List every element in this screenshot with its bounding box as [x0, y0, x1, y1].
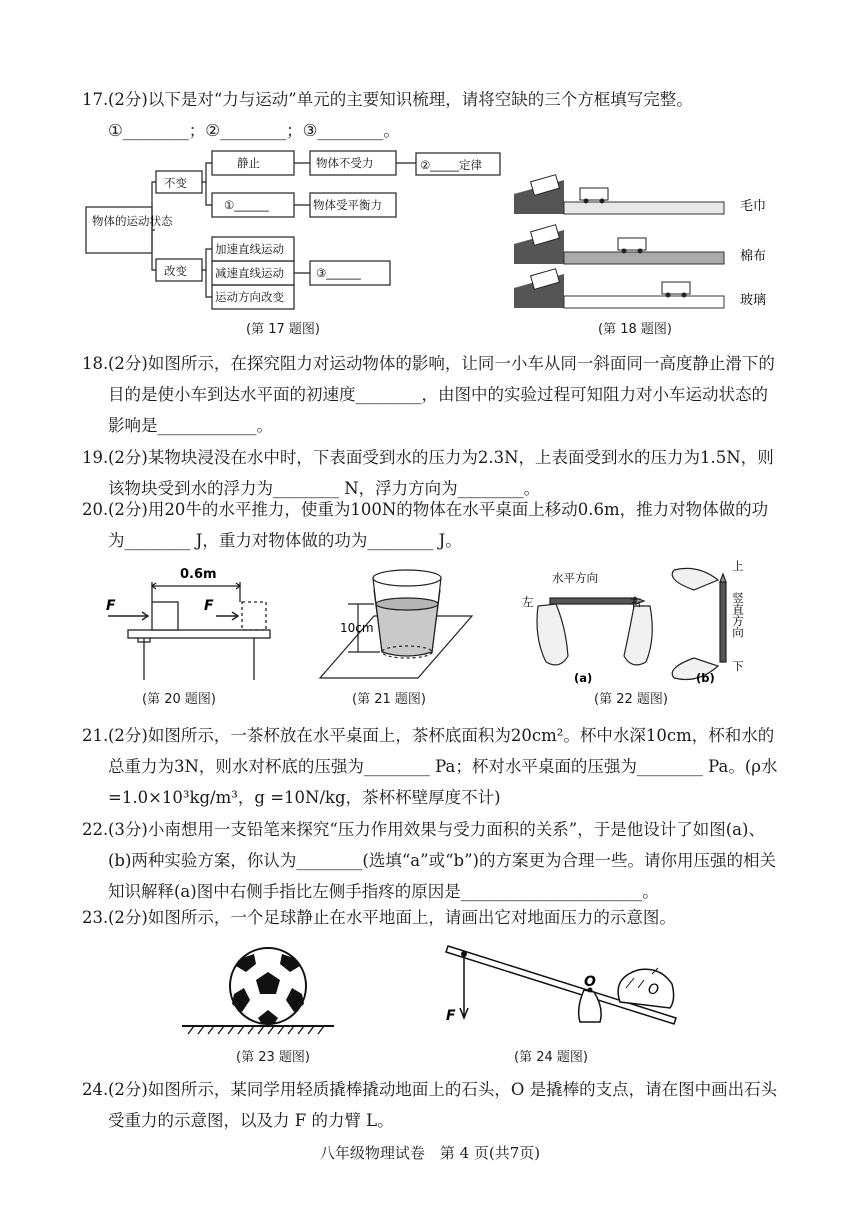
question-blanks: ①________；②________；③________。: [108, 121, 400, 140]
caption-20: (第 20 题图): [142, 692, 216, 707]
question-text: (2分)某物块浸没在水中时，下表面受到水的压力为2.3N，上表面受到水的压力为1.5N，则该物块受到水的浮力为________ N，浮力方向为________。: [108, 448, 774, 498]
question-20: [82, 494, 782, 556]
label-a: (a): [574, 671, 593, 685]
label-left: 左: [522, 595, 534, 609]
node-balanced: 物体受平衡力: [313, 198, 382, 212]
label-right: 右: [630, 595, 642, 609]
caption-22: (第 22 题图): [594, 692, 668, 707]
force-label-1: F: [106, 598, 116, 614]
figure-23-football: [178, 942, 338, 1036]
label-b: (b): [696, 671, 715, 685]
depth-label: 10cm: [340, 621, 374, 635]
node-blank-3: ③______: [316, 266, 361, 280]
caption-17: (第 17 题图): [246, 322, 320, 337]
question-number: 24.: [82, 1080, 109, 1099]
distance-label: 0.6m: [180, 567, 217, 582]
question-text: (2分)如图所示，在探究阻力对运动物体的影响，让同一小车从同一斜面同一高度静止滑下的目的是使小车到达水平面的初速度________，由图中的实验过程可知阻力对小车运动状态的影响是____________。: [108, 354, 775, 435]
label-vertical: 竖直方向: [731, 592, 745, 638]
question-text: (2分)如图所示，一个足球静止在水平地面上，请画出它对地面压力的示意图。: [108, 908, 676, 927]
question-number: 22.: [82, 820, 109, 839]
question-17: [82, 84, 782, 146]
node-decel: 减速直线运动: [215, 266, 284, 280]
label-towel: 毛巾: [740, 199, 767, 214]
label-cotton: 棉布: [740, 249, 767, 264]
figure-20-table: [104, 558, 274, 683]
label-down: 下: [732, 659, 744, 673]
question-18: [82, 348, 782, 441]
question-text: (2分)如图所示，一茶杯放在水平桌面上，茶杯底面积为20cm²。杯中水深10cm，杯和水的总重力为3N，则水对杯底的压强为________ Pa；杯对水平桌面的压强为________ Pa。(ρ水 =1.0×10³kg/m³，g =10N/kg，茶杯杯壁厚度不计): [108, 726, 778, 807]
node-direction: 运动方向改变: [215, 290, 284, 304]
caption-18: (第 18 题图): [598, 322, 672, 337]
figure-17-concept-map: [84, 145, 504, 315]
label-horizontal: 水平方向: [552, 571, 598, 585]
question-text: (2分)如图所示，某同学用轻质撬棒撬动地面上的石头，O 是撬棒的支点，请在图中画出石头受重力的示意图，以及力 F 的力臂 L。: [108, 1080, 778, 1130]
label-glass: 玻璃: [740, 293, 767, 308]
figure-18-ramps: [510, 152, 780, 312]
caption-21: (第 21 题图): [352, 692, 426, 707]
question-22: [82, 814, 782, 907]
stone-center-label: O: [648, 982, 660, 998]
node-changed: 改变: [164, 264, 187, 278]
question-number: 18.: [82, 354, 109, 373]
question-text: (2分)用20牛的水平推力，使重为100N的物体在水平桌面上移动0.6m，推力对物体做的功为________ J，重力对物体做的功为________ J。: [108, 500, 769, 550]
figure-22-pencil: [516, 558, 766, 686]
force-label: F: [446, 1008, 456, 1024]
node-unchanged: 不变: [164, 176, 187, 190]
label-up: 上: [732, 559, 744, 573]
question-number: 20.: [82, 500, 109, 519]
figure-21-cup: [314, 560, 474, 682]
node-accel: 加速直线运动: [215, 242, 284, 256]
question-number: 19.: [82, 448, 109, 467]
question-number: 17.: [82, 90, 109, 109]
question-21: [82, 720, 782, 813]
node-no-force: 物体不受力: [316, 156, 374, 170]
caption-23: (第 23 题图): [236, 1050, 310, 1065]
question-number: 23.: [82, 908, 109, 927]
question-24: [82, 1074, 782, 1136]
caption-24: (第 24 题图): [514, 1050, 588, 1065]
question-number: 21.: [82, 726, 109, 745]
node-blank-1: ①______: [224, 198, 269, 212]
node-root-line: 物体的运动状态: [92, 214, 173, 228]
question-text: (3分)小南想用一支铅笔来探究“压力作用效果与受力面积的关系”，于是他设计了如图(a)、(b)两种实验方案，你认为________(选填“a”或“b”)的方案更为合理一些。请你用压强的相关知识解释(a)图中右侧手指比左侧手指疼的原因是______________________。: [108, 820, 776, 901]
force-label-2: F: [204, 598, 214, 614]
page-footer: 八年级物理试卷 第 4 页(共7页): [319, 1144, 541, 1162]
fulcrum-label: O: [584, 974, 596, 990]
question-text: (2分)以下是对“力与运动”单元的主要知识梳理，请将空缺的三个方框填写完整。: [108, 90, 693, 109]
node-law: ②_____定律: [420, 158, 483, 172]
node-still: 静止: [237, 156, 260, 170]
figure-24-lever: [438, 938, 688, 1038]
question-23: [82, 902, 782, 933]
